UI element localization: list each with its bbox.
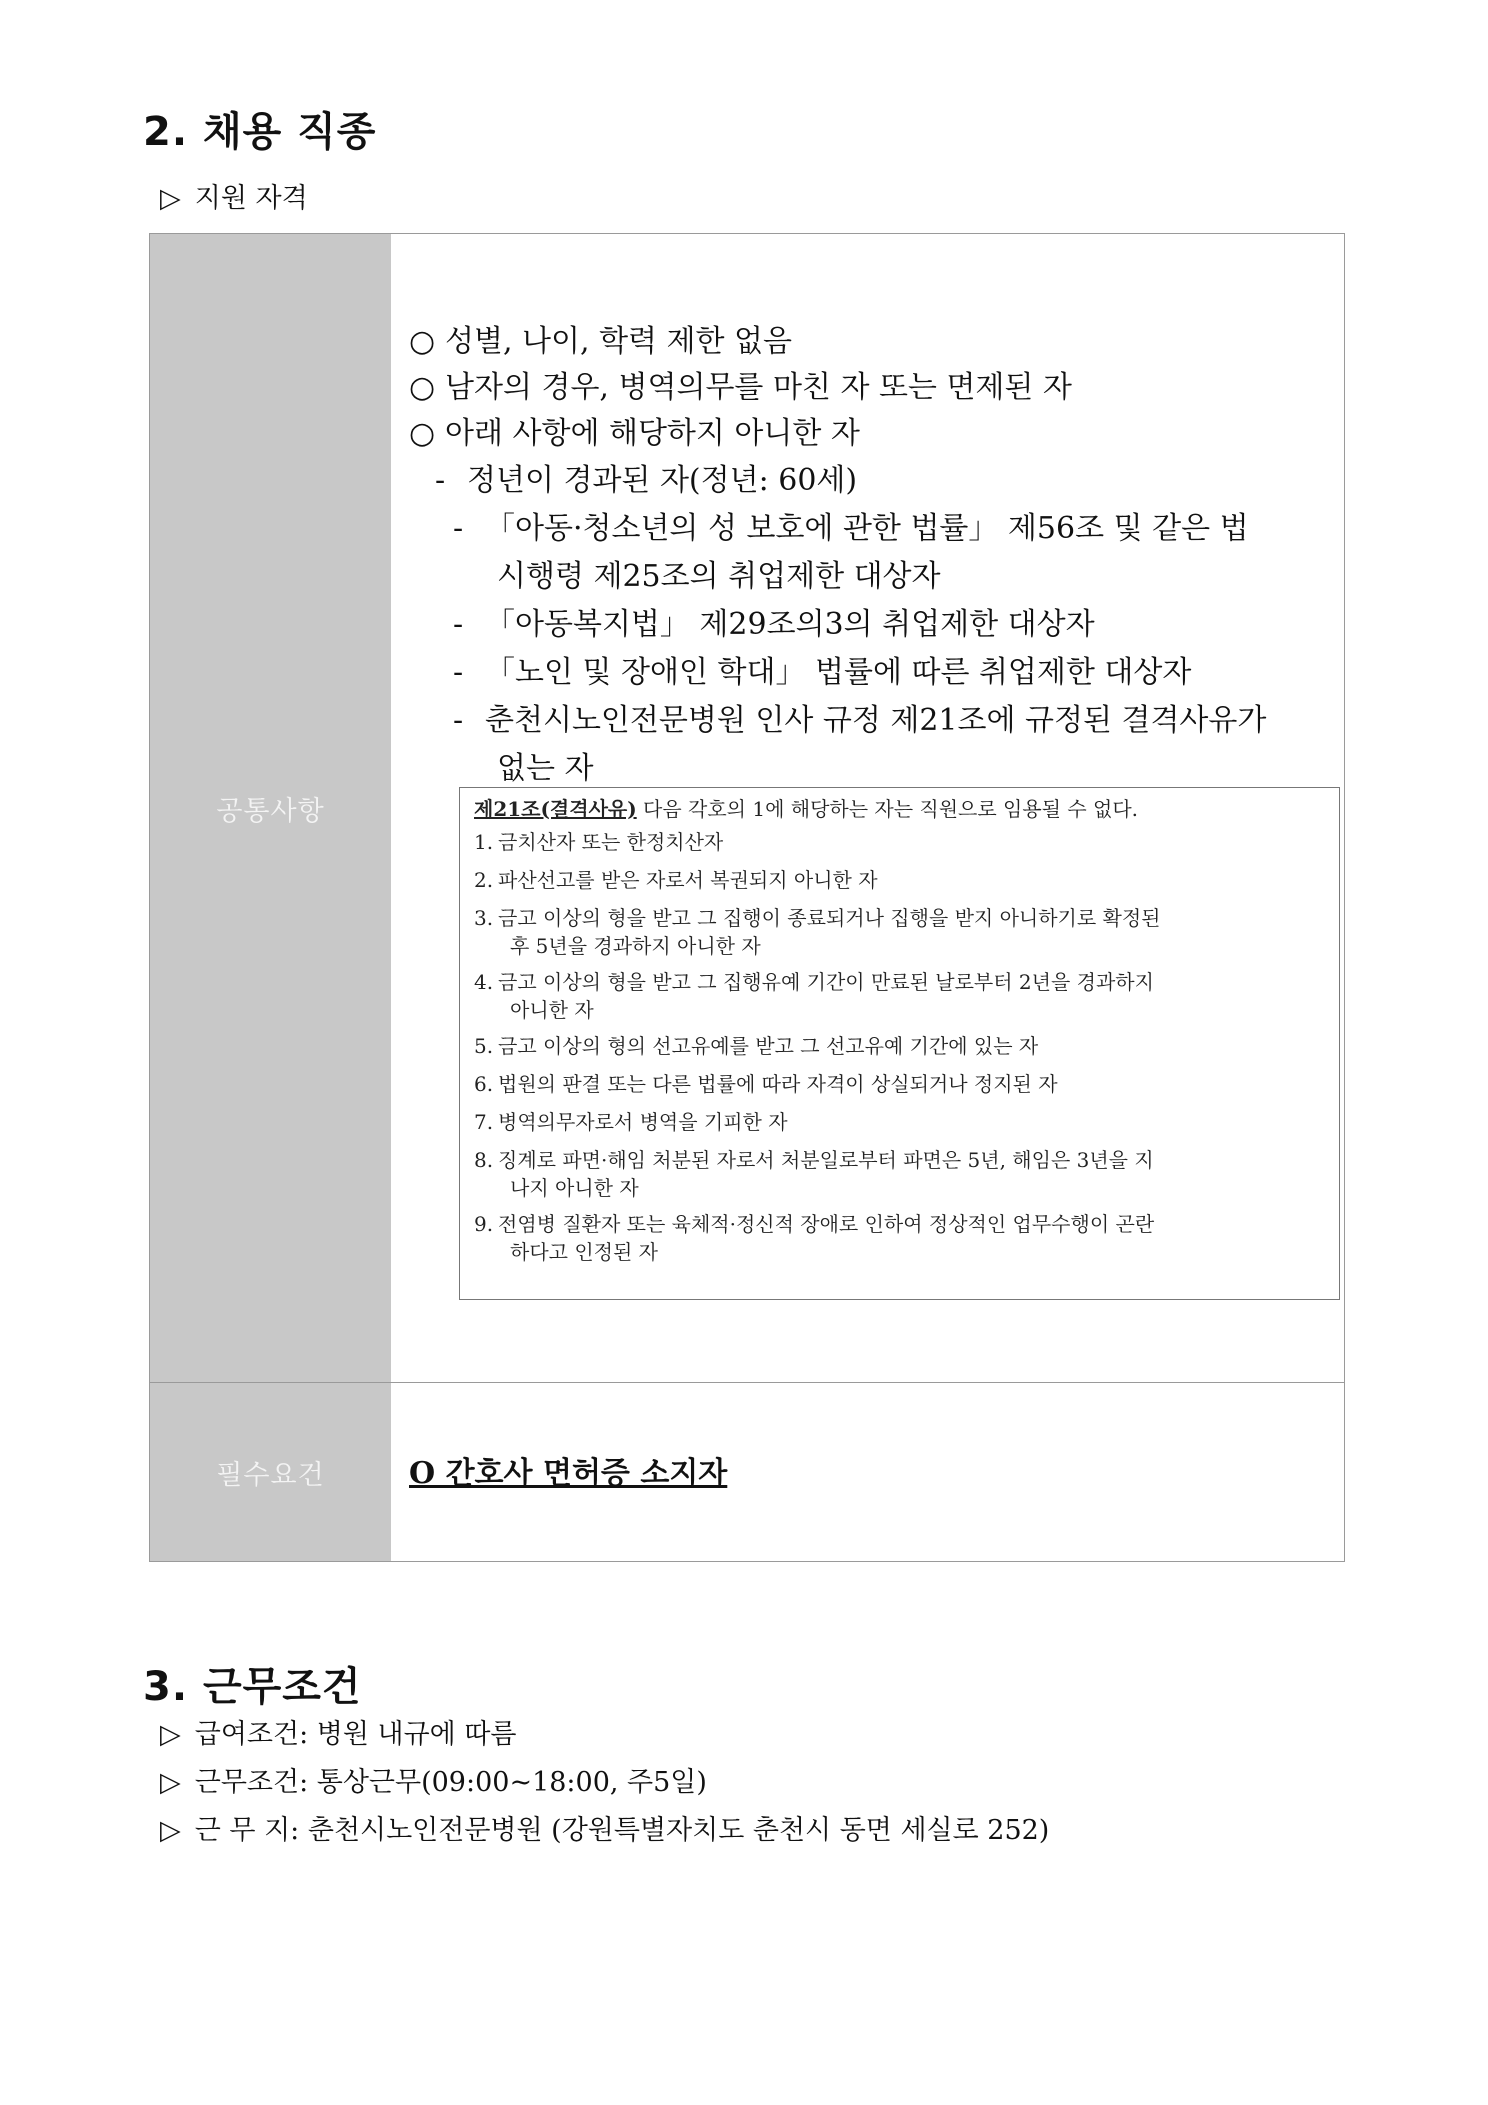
- workplace-condition: ▷ 근 무 지: 춘천시노인전문병원 (강원특별자치도 춘천시 동면 세실로 252): [160, 1815, 1050, 1846]
- required-label: 필수요건: [216, 1459, 325, 1491]
- triangle-right-icon: ▷: [160, 183, 181, 214]
- subheading-text: 지원 자격: [194, 183, 308, 214]
- article-item: 4. 금고 이상의 형을 받고 그 집행유예 기간이 만료된 날로부터 2년을 경과하지 아니한 자: [474, 970, 1154, 1022]
- common-requirements-row: [150, 234, 1344, 1383]
- list-item: ○ 남자의 경우, 병역의무를 마친 자 또는 면제된 자: [409, 370, 1072, 405]
- article-21-box: [459, 787, 1340, 1300]
- triangle-right-icon: ▷: [160, 1719, 181, 1750]
- mandatory-requirements-row: [150, 1383, 1344, 1561]
- triangle-right-icon: ▷: [160, 1767, 181, 1798]
- article-header: [474, 794, 1325, 824]
- qualification-subheading: [160, 176, 308, 215]
- common-requirements-list: [409, 319, 1385, 793]
- exclusion-item: - 「노인 및 장애인 학대」 법률에 따른 취업제한 대상자: [453, 655, 1192, 690]
- qualification-table: [149, 233, 1345, 1562]
- section-2-title: 2. 채용 직종: [143, 109, 377, 155]
- required-content-cell: [391, 1383, 1344, 1561]
- common-content-cell: [391, 234, 1344, 1382]
- exclusion-item: - 춘천시노인전문병원 인사 규정 제21조에 규정된 결격사유가 없는 자: [453, 703, 1267, 786]
- article-item: 6. 법원의 판결 또는 다른 법률에 따라 자격이 상실되거나 정지된 자: [474, 1072, 1058, 1096]
- triangle-right-icon: ▷: [160, 1815, 181, 1846]
- exclusion-item: - 「아동복지법」 제29조의3의 취업제한 대상자: [453, 607, 1095, 642]
- exclusion-item: - 정년이 경과된 자(정년: 60세): [435, 463, 858, 498]
- article-item: 7. 병역의무자로서 병역을 기피한 자: [474, 1110, 788, 1134]
- work-hours-condition: ▷ 근무조건: 통상근무(09:00~18:00, 주5일): [160, 1767, 707, 1798]
- list-item: ○ 아래 사항에 해당하지 아니한 자: [409, 416, 860, 451]
- article-item: 1. 금치산자 또는 한정치산자: [474, 830, 724, 854]
- section-3-title: 3. 근무조건: [143, 1664, 362, 1710]
- nurse-license-requirement: O 간호사 면허증 소지자: [409, 1456, 728, 1491]
- list-item: ○ 성별, 나이, 학력 제한 없음: [409, 324, 793, 359]
- article-title: 제21조(결격사유): [474, 797, 637, 821]
- exclusion-item: - 「아동·청소년의 성 보호에 관한 법률」 제56조 및 같은 법 시행령 제25조의 취업제한 대상자: [453, 511, 1249, 594]
- article-intro: 다음 각호의 1에 해당하는 자는 직원으로 임용될 수 없다.: [636, 797, 1139, 821]
- article-item: 8. 징계로 파면·해임 처분된 자로서 처분일로부터 파면은 5년, 해임은 3년을 지 나지 아니한 자: [474, 1148, 1154, 1200]
- article-item: 3. 금고 이상의 형을 받고 그 집행이 종료되거나 집행을 받지 아니하기로 확정된 후 5년을 경과하지 아니한 자: [474, 906, 1161, 958]
- common-label-cell: [150, 234, 391, 1382]
- article-item: 5. 금고 이상의 형의 선고유예를 받고 그 선고유예 기간에 있는 자: [474, 1034, 1039, 1058]
- required-label-cell: [150, 1383, 391, 1561]
- article-item: 9. 전염병 질환자 또는 육체적·정신적 장애로 인하여 정상적인 업무수행이 곤란 하다고 인정된 자: [474, 1212, 1155, 1264]
- article-item: 2. 파산선고를 받은 자로서 복권되지 아니한 자: [474, 868, 878, 892]
- common-label: 공통사항: [216, 795, 325, 827]
- salary-condition: ▷ 급여조건: 병원 내규에 따름: [160, 1719, 517, 1750]
